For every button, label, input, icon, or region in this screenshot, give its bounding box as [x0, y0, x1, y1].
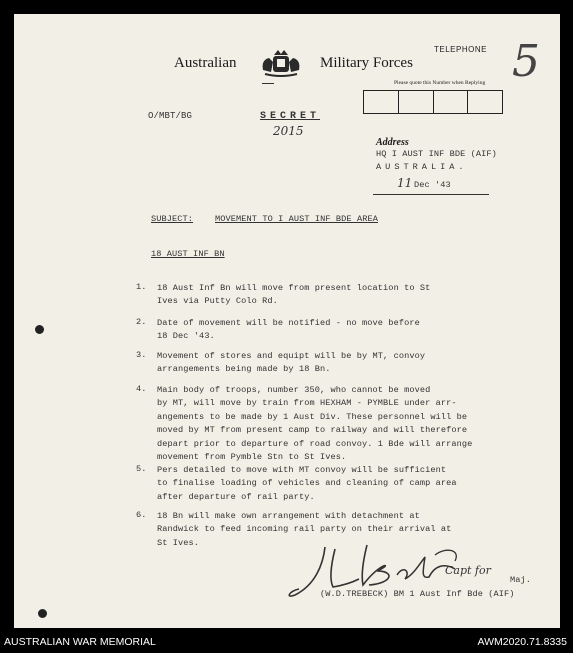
- para-2-number: 2.: [136, 317, 147, 327]
- footer-accession: AWM2020.71.8335: [477, 636, 567, 648]
- para-4-text: Main body of troops, number 350, who cannot be moved by MT, will move by train from HEXHAM - PYMBLE under arr- angements to be made by 1 Aust Div. These personnel will be moved by MT from present camp to railway and will therefore depart prior to departure of road convoy. 1 Bde will arrange movement from Pymble Stn to St Ives.: [157, 385, 473, 463]
- footer-institution: AUSTRALIAN WAR MEMORIAL: [4, 636, 156, 648]
- para-5-number: 5.: [136, 464, 147, 474]
- para-3-number: 3.: [136, 350, 147, 360]
- date-rule: [373, 194, 489, 195]
- signature-rank: Maj.: [510, 575, 532, 585]
- telephone-label: TELEPHONE: [434, 45, 487, 54]
- reply-number-boxes: [363, 90, 503, 114]
- subject-text: MOVEMENT TO I AUST INF BDE AREA: [215, 214, 378, 224]
- quote-number-label: Please quote this Number when Replying: [394, 80, 486, 86]
- para-6-number: 6.: [136, 510, 147, 520]
- letterhead-left: Australian: [174, 55, 237, 71]
- address-label: Address: [376, 137, 409, 148]
- para-3-text: Movement of stores and equipt will be by MT, convoy arrangements being made by 18 Bn.: [157, 351, 426, 375]
- para-4-number: 4.: [136, 384, 147, 394]
- letterhead-dash: [262, 83, 274, 84]
- signature-block: (W.D.TREBECK) BM 1 Aust Inf Bde (AIF): [320, 589, 515, 599]
- para-2-text: Date of movement will be notified - no move before 18 Dec '43.: [157, 318, 420, 342]
- address-line-1: HQ I AUST INF BDE (AIF): [376, 149, 497, 159]
- addressee: 18 AUST INF BN: [151, 249, 225, 259]
- handwritten-number: 2015: [273, 124, 304, 138]
- punch-hole-mark: [38, 609, 47, 618]
- date-day: 11: [397, 176, 413, 190]
- address-line-2: AUSTRALIA.: [376, 162, 468, 172]
- para-5-text: Pers detailed to move with MT convoy will be sufficient to finalise loading of vehicles and cleaning of camp area after departure of rail party.: [157, 465, 457, 502]
- date-month-year: Dec '43: [414, 180, 451, 190]
- reference-code: O/MBT/BG: [148, 111, 193, 121]
- letterhead-right: Military Forces: [320, 55, 413, 71]
- signature-note: Capt for: [445, 564, 491, 577]
- subject-label: SUBJECT:: [151, 214, 194, 224]
- para-1-number: 1.: [136, 282, 147, 292]
- classification-stamp: SECRET: [260, 111, 321, 122]
- coat-of-arms-icon: [259, 48, 303, 78]
- punch-hole-mark: [35, 325, 44, 334]
- para-1-text: 18 Aust Inf Bn will move from present location to St Ives via Putty Colo Rd.: [157, 283, 431, 307]
- margin-number: 5: [512, 36, 540, 87]
- para-6-text: 18 Bn will make own arrangement with detachment at Randwick to feed incoming rail party on their arrival at St Ives.: [157, 511, 452, 548]
